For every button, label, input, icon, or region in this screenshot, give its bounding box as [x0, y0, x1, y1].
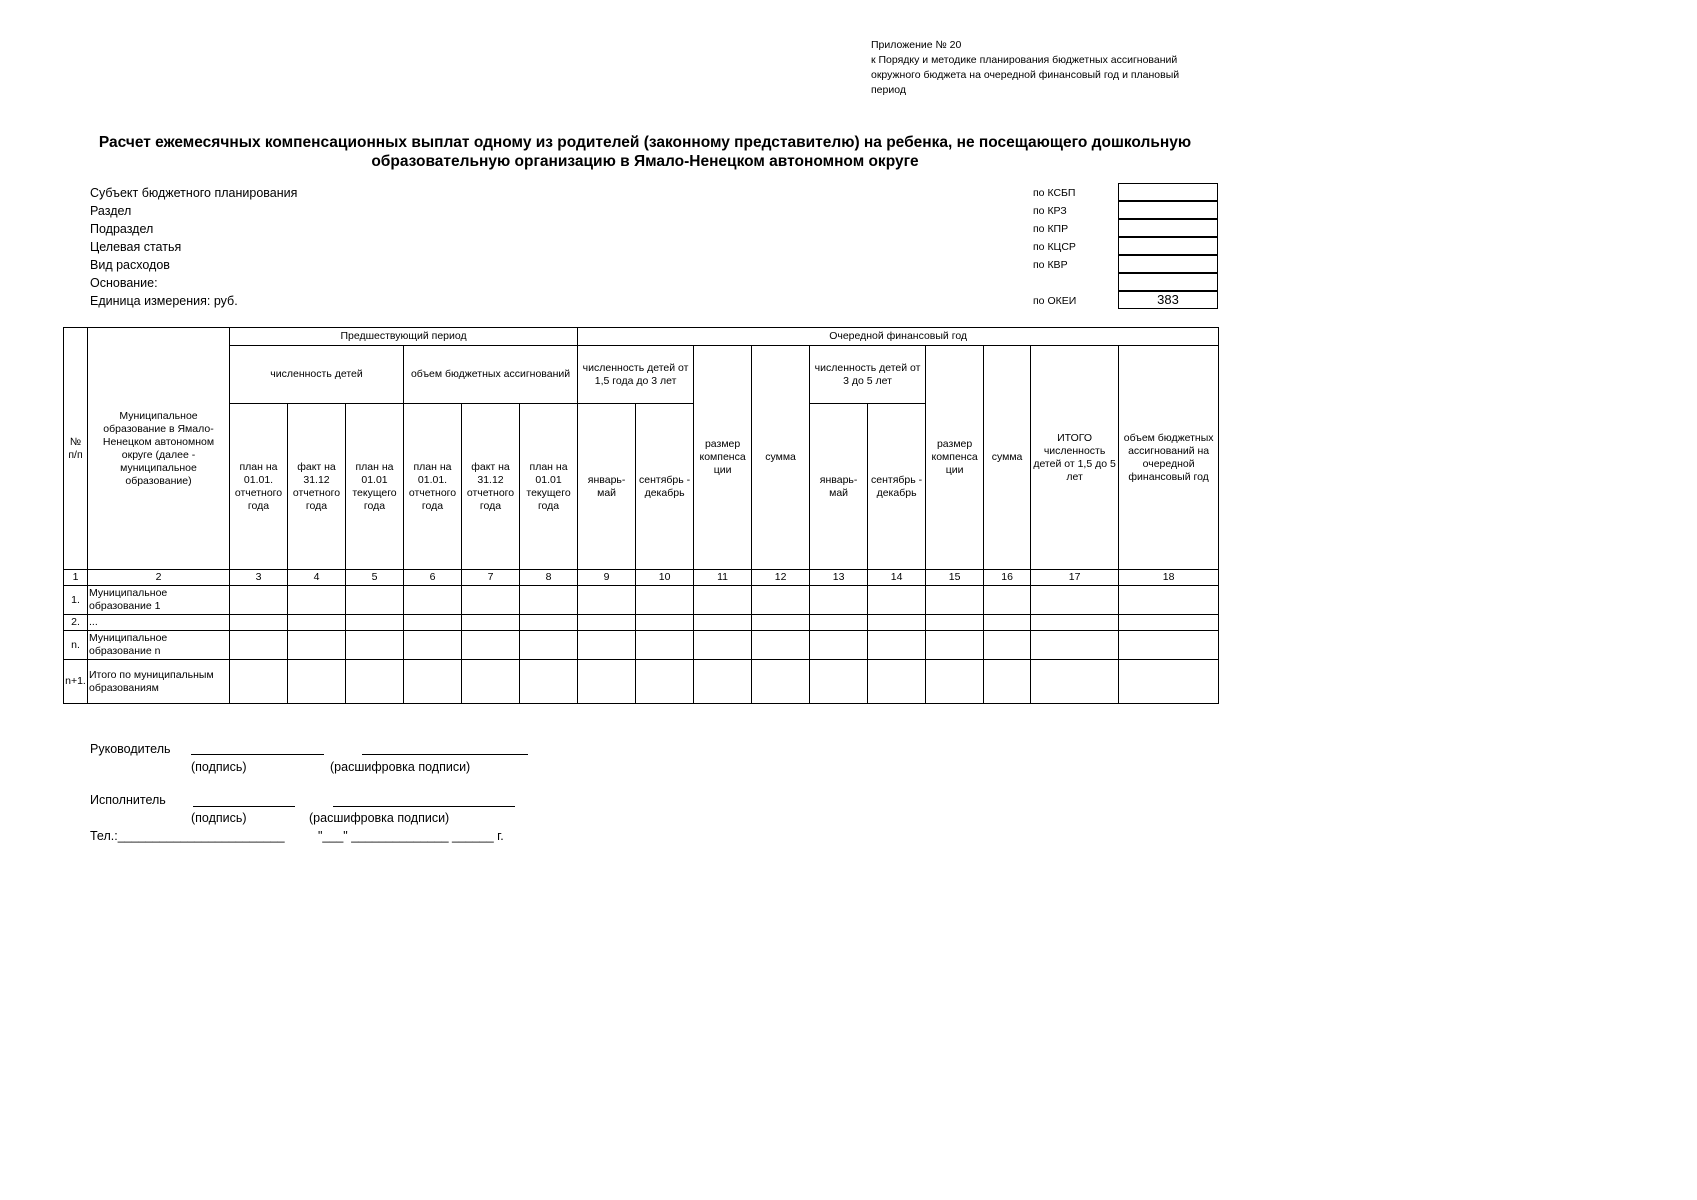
col-number: 15 — [926, 570, 984, 586]
header-compensation-size-1: размер компенса ции — [694, 346, 752, 570]
table-row — [64, 631, 1219, 660]
header-col-5: план на 01.01 текущего года — [346, 404, 404, 570]
data-cell[interactable] — [1119, 586, 1219, 615]
executor-sign-caption: (подпись) — [191, 811, 247, 825]
data-cell[interactable] — [636, 631, 694, 660]
data-cell[interactable] — [636, 615, 694, 631]
header-col-4: факт на 31.12 отчетного года — [288, 404, 346, 570]
col-number: 14 — [868, 570, 926, 586]
executor-decode-line[interactable] — [333, 806, 515, 807]
col-number: 17 — [1031, 570, 1119, 586]
table-row — [64, 586, 1219, 615]
col-number: 3 — [230, 570, 288, 586]
data-cell[interactable] — [694, 631, 752, 660]
data-cell[interactable] — [404, 615, 462, 631]
header-municipality: Муниципальное образование в Ямало-Ненецком автономном округе (далее - муниципальное образование) — [88, 328, 230, 570]
data-cell[interactable] — [462, 586, 520, 615]
col-number: 12 — [752, 570, 810, 586]
code-box-okei[interactable]: 383 — [1118, 291, 1218, 309]
code-box-ksbp[interactable] — [1118, 183, 1218, 201]
data-cell[interactable] — [636, 586, 694, 615]
data-cell[interactable] — [810, 631, 868, 660]
data-cell[interactable] — [346, 631, 404, 660]
code-label-kcsr: по КЦСР — [1033, 241, 1076, 253]
data-cell[interactable] — [288, 660, 346, 704]
data-cell[interactable] — [1031, 660, 1119, 704]
tel-field[interactable]: Тел.:________________________ — [90, 829, 285, 843]
data-cell[interactable] — [694, 615, 752, 631]
col-number: 18 — [1119, 570, 1219, 586]
header-budget-volume: объем бюджетных ассигнований — [404, 346, 578, 404]
col-number: 2 — [88, 570, 230, 586]
data-cell[interactable] — [346, 660, 404, 704]
data-cell[interactable] — [346, 615, 404, 631]
header-next-year: Очередной финансовый год — [578, 328, 1219, 346]
data-cell[interactable] — [230, 615, 288, 631]
header-col-7: факт на 31.12 отчетного года — [462, 404, 520, 570]
row-num: n+1. — [64, 660, 88, 704]
row-municipality-total: Итого по муниципальным образованиям — [88, 660, 230, 704]
header-children-3-to-5: численность детей от 3 до 5 лет — [810, 346, 926, 404]
code-label-ksbp: по КСБП — [1033, 187, 1076, 199]
code-box-kvr[interactable] — [1118, 255, 1218, 273]
data-cell[interactable] — [462, 660, 520, 704]
header-col-10: сентябрь - декабрь — [636, 404, 694, 570]
data-cell[interactable] — [404, 660, 462, 704]
col-number: 5 — [346, 570, 404, 586]
header-col-6: план на 01.01. отчетного года — [404, 404, 462, 570]
header-col-13: январь-май — [810, 404, 868, 570]
header-children-1-5-to-3: численность детей от 1,5 года до 3 лет — [578, 346, 694, 404]
col-number: 1 — [64, 570, 88, 586]
data-cell[interactable] — [636, 660, 694, 704]
row-num: 1. — [64, 586, 88, 615]
data-cell[interactable] — [288, 615, 346, 631]
data-cell[interactable] — [462, 615, 520, 631]
header-col-9: январь-май — [578, 404, 636, 570]
data-cell[interactable] — [230, 660, 288, 704]
header-children-count: численность детей — [230, 346, 404, 404]
data-cell[interactable] — [694, 660, 752, 704]
code-box-kcsr[interactable] — [1118, 237, 1218, 255]
meta-expense-type: Вид расходов — [90, 258, 170, 272]
meta-target-article: Целевая статья — [90, 240, 182, 254]
data-cell[interactable] — [404, 631, 462, 660]
col-number: 9 — [578, 570, 636, 586]
col-number: 8 — [520, 570, 578, 586]
data-cell[interactable] — [230, 586, 288, 615]
data-cell[interactable] — [520, 660, 578, 704]
data-cell[interactable] — [578, 660, 636, 704]
data-cell[interactable] — [520, 631, 578, 660]
data-cell[interactable] — [462, 631, 520, 660]
document-title — [60, 133, 1230, 171]
row-municipality: Муниципальное образование 1 — [88, 586, 230, 615]
data-cell[interactable] — [984, 660, 1031, 704]
appendix-line-1: Приложение № 20 — [871, 39, 962, 51]
executor-decode-caption: (расшифровка подписи) — [309, 811, 450, 825]
row-num: n. — [64, 631, 88, 660]
data-cell[interactable] — [288, 631, 346, 660]
row-num: 2. — [64, 615, 88, 631]
meta-unit: Единица измерения: руб. — [90, 294, 238, 308]
data-cell[interactable] — [1031, 586, 1119, 615]
data-cell[interactable] — [230, 631, 288, 660]
data-cell[interactable] — [984, 586, 1031, 615]
data-cell[interactable] — [926, 615, 984, 631]
data-cell[interactable] — [752, 631, 810, 660]
meta-subsection: Подраздел — [90, 222, 154, 236]
header-compensation-size-2: размер компенса ции — [926, 346, 984, 570]
code-box-krz[interactable] — [1118, 201, 1218, 219]
title-line-1: Расчет ежемесячных компенсационных выплат одному из родителей (законному представителю) на ребенка, не посещающего дошкольную — [98, 134, 1192, 151]
meta-subject: Субъект бюджетного планирования — [90, 186, 298, 200]
code-label-kvr: по КВР — [1033, 259, 1068, 271]
row-municipality: ... — [88, 615, 230, 631]
header-total-children: ИТОГО численность детей от 1,5 до 5 лет — [1031, 346, 1119, 570]
meta-basis: Основание: — [90, 276, 158, 290]
header-num: № п/п — [64, 328, 88, 570]
data-cell[interactable] — [346, 586, 404, 615]
header-previous-period: Предшествующий период — [230, 328, 578, 346]
code-box-basis[interactable] — [1118, 273, 1218, 291]
data-cell[interactable] — [520, 615, 578, 631]
data-cell[interactable] — [810, 586, 868, 615]
data-cell[interactable] — [520, 586, 578, 615]
data-cell[interactable] — [752, 615, 810, 631]
data-cell[interactable] — [752, 586, 810, 615]
data-cell[interactable] — [752, 660, 810, 704]
data-cell[interactable] — [1119, 660, 1219, 704]
meta-section: Раздел — [90, 204, 132, 218]
data-cell[interactable] — [578, 631, 636, 660]
header-col-8: план на 01.01 текущего года — [520, 404, 578, 570]
header-col-14: сентябрь - декабрь — [868, 404, 926, 570]
data-cell[interactable] — [868, 615, 926, 631]
col-number: 10 — [636, 570, 694, 586]
head-label: Руководитель — [90, 742, 171, 756]
appendix-line-4: период — [871, 84, 906, 96]
date-field[interactable]: "___" ______________ ______ г. — [318, 829, 504, 843]
data-cell[interactable] — [868, 586, 926, 615]
col-number: 7 — [462, 570, 520, 586]
code-label-krz: по КРЗ — [1033, 205, 1067, 217]
col-number: 11 — [694, 570, 752, 586]
data-cell[interactable] — [1031, 631, 1119, 660]
head-signature-line[interactable] — [191, 754, 324, 755]
data-cell[interactable] — [868, 631, 926, 660]
header-row-2 — [64, 346, 1219, 404]
appendix-line-2: к Порядку и методике планирования бюджетных ассигнований — [871, 54, 1178, 66]
appendix-line-3: окружного бюджета на очередной финансовый год и плановый — [871, 69, 1180, 81]
appendix-note — [871, 38, 1231, 98]
data-cell[interactable] — [1119, 615, 1219, 631]
title-line-2: образовательную организацию в Ямало-Ненецком автономном округе — [371, 153, 919, 170]
data-cell[interactable] — [810, 660, 868, 704]
col-number: 6 — [404, 570, 462, 586]
executor-label: Исполнитель — [90, 793, 166, 807]
header-budget-next-year: объем бюджетных ассигнований на очередной финансовый год — [1119, 346, 1219, 570]
compensation-table — [63, 327, 1219, 704]
data-cell[interactable] — [404, 586, 462, 615]
header-sum-1: сумма — [752, 346, 810, 570]
executor-signature-line[interactable] — [193, 806, 295, 807]
data-cell[interactable] — [926, 660, 984, 704]
row-municipality: Муниципальное образование n — [88, 631, 230, 660]
data-cell[interactable] — [810, 615, 868, 631]
data-cell[interactable] — [984, 631, 1031, 660]
code-label-okei: по ОКЕИ — [1033, 295, 1077, 307]
data-cell[interactable] — [926, 631, 984, 660]
data-cell[interactable] — [288, 586, 346, 615]
code-label-kpr: по КПР — [1033, 223, 1069, 235]
col-number: 4 — [288, 570, 346, 586]
data-cell[interactable] — [578, 615, 636, 631]
data-cell[interactable] — [926, 586, 984, 615]
header-sum-2: сумма — [984, 346, 1031, 570]
data-cell[interactable] — [694, 586, 752, 615]
col-number: 16 — [984, 570, 1031, 586]
data-cell[interactable] — [1031, 615, 1119, 631]
data-cell[interactable] — [578, 586, 636, 615]
col-number: 13 — [810, 570, 868, 586]
data-cell[interactable] — [1119, 631, 1219, 660]
column-number-row — [64, 570, 1219, 586]
head-decode-line[interactable] — [362, 754, 528, 755]
table-row — [64, 615, 1219, 631]
head-sign-caption: (подпись) — [191, 760, 247, 774]
code-box-kpr[interactable] — [1118, 219, 1218, 237]
header-row-1 — [64, 328, 1219, 346]
data-cell[interactable] — [984, 615, 1031, 631]
header-col-3: план на 01.01. отчетного года — [230, 404, 288, 570]
data-cell[interactable] — [868, 660, 926, 704]
head-decode-caption: (расшифровка подписи) — [330, 760, 471, 774]
table-row-total — [64, 660, 1219, 704]
